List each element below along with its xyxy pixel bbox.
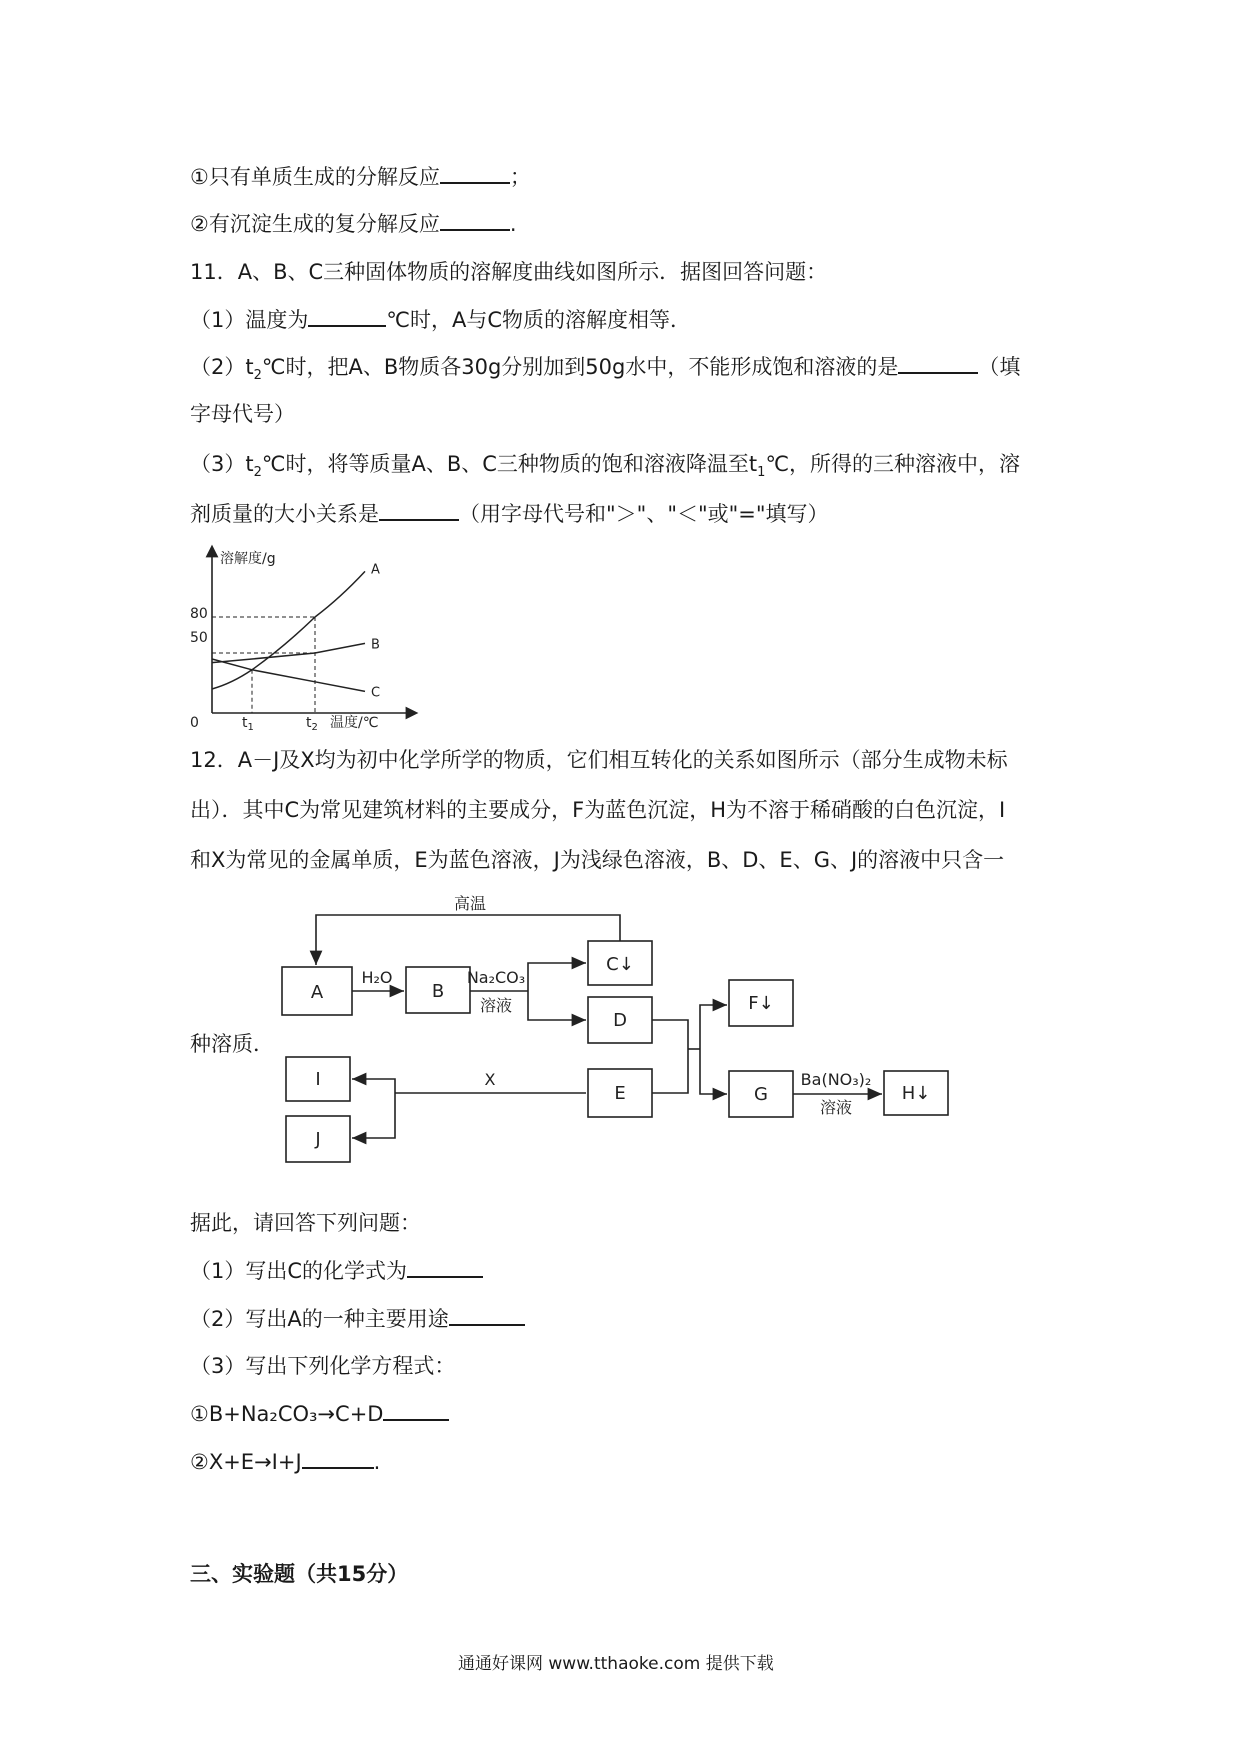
node-F-label: F↓	[748, 993, 774, 1014]
edge-to-f	[700, 1005, 727, 1049]
node-G-label: G	[754, 1084, 768, 1105]
answer-blank	[449, 1306, 525, 1326]
q12-equation-2: ②X+E→I+J .	[190, 1450, 381, 1474]
q12-stem-3: 和X为常见的金属单质，E为蓝色溶液，J为浅绿色溶液，B、D、E、G、J的溶液中只含一	[190, 848, 1005, 872]
edge-label-solution-2: 溶液	[819, 1098, 853, 1117]
q12-stem-2: 出）．其中C为常见建筑材料的主要成分，F为蓝色沉淀，H为不溶于稀硝酸的白色沉淀，I	[190, 798, 1006, 822]
tick-50: 50	[190, 630, 208, 646]
edge-label-high-temp: 高温	[453, 894, 487, 913]
answer-blank	[308, 307, 386, 327]
edge-label-solution-1: 溶液	[479, 996, 513, 1015]
q12-part-3: （3）写出下列化学方程式：	[190, 1354, 456, 1378]
tick-80: 80	[190, 606, 208, 622]
q12-part-2: （2）写出A的一种主要用途	[190, 1305, 525, 1333]
q10-item-1: ①只有单质生成的分解反应 ；	[190, 165, 531, 189]
x-axis-label: 温度/℃	[330, 715, 379, 731]
series-labels	[371, 562, 380, 700]
tick-t2: $t_2$	[306, 715, 318, 733]
section-3-heading: 三、实验题（共15分）	[190, 1562, 409, 1586]
node-C-label: C↓	[606, 954, 634, 975]
q11-part-3-cont: 剂质量的大小关系是 （用字母代号和"＞"、"＜"或"="填写）	[190, 502, 829, 526]
node-A-label: A	[310, 982, 324, 1003]
edge-label-na2co3: Na₂CO₃	[466, 968, 526, 987]
q11-part-2-cont: 字母代号）	[190, 402, 295, 426]
answer-blank	[379, 501, 459, 521]
q12-part-1: （1）写出C的化学式为	[190, 1257, 483, 1285]
q10-item-1-text: ①只有单质生成的分解反应	[190, 165, 440, 189]
q12-stem-1: 12．A－J及X均为初中化学所学的物质，它们相互转化的关系如图所示（部分生成物未标	[190, 748, 1008, 772]
node-I-label: I	[315, 1069, 321, 1090]
edge-label-bano3: Ba(NO₃)₂	[800, 1070, 872, 1089]
curve-a	[212, 571, 365, 689]
answer-blank	[440, 211, 510, 231]
edge-c-to-a	[316, 915, 620, 965]
edge-d-out	[652, 1020, 688, 1049]
answer-blank	[302, 1449, 374, 1469]
tick-t1: $t_1$	[242, 715, 254, 733]
transformation-diagram	[270, 895, 970, 1195]
node-D-label: D	[613, 1010, 627, 1031]
node-H-label: H↓	[901, 1083, 931, 1104]
answer-blank	[383, 1401, 449, 1421]
edge-e-out	[652, 1049, 688, 1093]
solubility-chart	[190, 545, 415, 733]
q12-equation-1: ①B+Na₂CO₃→C+D	[190, 1400, 449, 1428]
series-label-b: B	[371, 637, 380, 653]
q11-part-3: $(3)t_2℃$时，将等质量A、B、C三种物质的饱和溶液降温至$t_1℃$，所得的三种溶液中，溶	[190, 452, 1021, 481]
node-E-label: E	[614, 1083, 626, 1104]
q12-ask: 据此，请回答下列问题：	[190, 1211, 421, 1235]
origin-label: 0	[190, 715, 199, 731]
edge-to-i	[352, 1079, 395, 1093]
answer-blank	[407, 1258, 483, 1278]
edge-to-c	[528, 963, 586, 991]
page-footer: 通通好课网 www.tthaoke.com 提供下载	[458, 1654, 774, 1674]
edge-to-j	[352, 1093, 395, 1138]
q11-part-1: （1）温度为 ℃时，A与C物质的溶解度相等．	[190, 308, 691, 332]
q11-part-2: $(2)t_2℃$时，把A、B物质各30g分别加到50g水中，不能形成饱和溶液的是 （填	[190, 355, 1021, 384]
q10-item-2-text: ②有沉淀生成的复分解反应	[190, 212, 440, 236]
answer-blank	[898, 354, 978, 374]
edge-label-h2o: H₂O	[361, 968, 393, 987]
q12-stem-4: 种溶质．	[190, 1032, 274, 1056]
curves	[212, 571, 365, 691]
answer-blank	[440, 164, 510, 184]
series-label-c: C	[371, 685, 381, 701]
q11-stem: 11．A、B、C三种固体物质的溶解度曲线如图所示．据图回答问题：	[190, 260, 828, 284]
y-axis-label: 溶解度/g	[220, 551, 276, 567]
node-J-label: J	[315, 1129, 321, 1150]
q10-item-2: ②有沉淀生成的复分解反应 .	[190, 212, 517, 236]
edge-label-x: X	[484, 1070, 496, 1089]
edge-to-g	[700, 1049, 727, 1094]
series-label-a: A	[371, 562, 380, 578]
node-B-label: B	[431, 981, 445, 1002]
edge-to-d	[528, 991, 586, 1020]
curve-c	[212, 659, 365, 691]
